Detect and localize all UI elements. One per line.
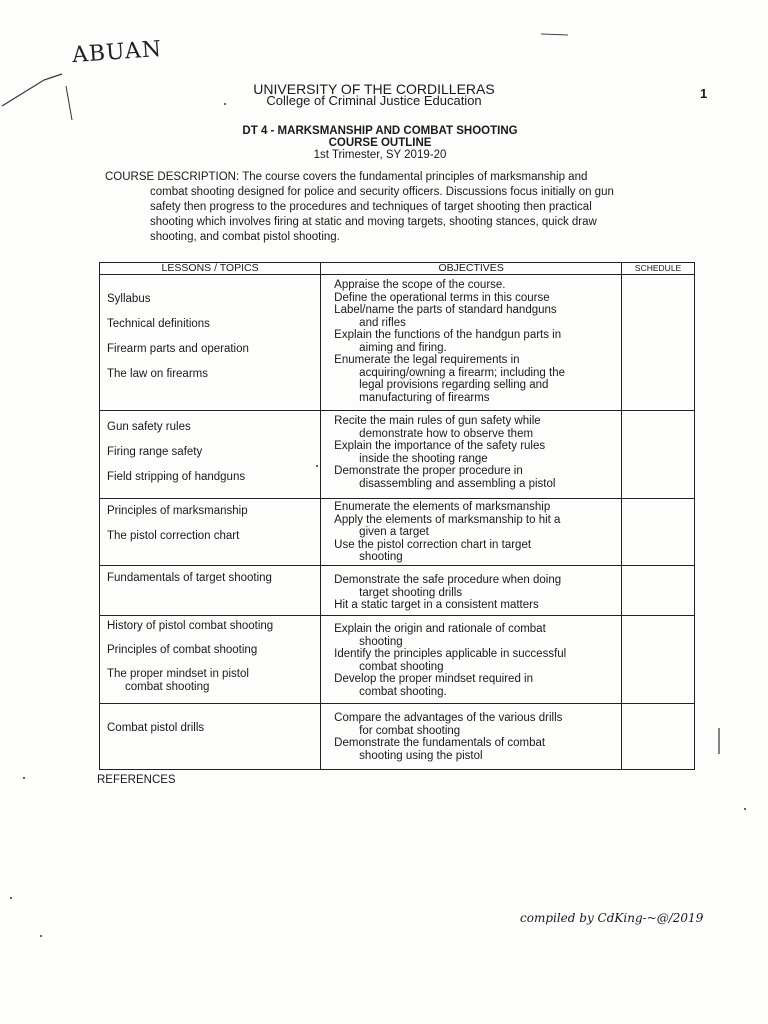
objective-text: Apply the elements of marksmanship to hit a [334,513,561,526]
schedule-cell [622,275,695,411]
objective-continuation: manufacturing of firearms [359,391,490,404]
objective-text: Explain the origin and rationale of combat [334,623,546,635]
objective-item [334,673,617,698]
lesson-topic: Field stripping of handguns [107,471,246,483]
objective-item [334,514,617,539]
lessons-header: LESSONS / TOPICS [100,263,321,275]
objective-item [334,379,617,392]
objective-continuation: aiming and firing. [359,341,447,354]
objectives-cell [321,704,622,770]
description-line: combat shooting designed for police and security officers. Discussions focus initially on gun [150,186,614,198]
lesson-topic: Combat pistol drills [107,722,205,734]
objective-item [334,292,617,305]
handwritten-name: ABUAN [71,36,163,69]
lesson-topic: The pistol correction chart [107,530,240,542]
university-name: UNIVERSITY OF THE CORDILLERAS [253,81,495,97]
objective-text: Develop the proper mindset required in [334,673,533,685]
objective-text: Enumerate the elements of marksmanship [334,501,551,513]
objective-item [334,354,617,379]
course-outline-table [99,262,695,770]
description-label: COURSE DESCRIPTION: [105,171,240,183]
description-line: shooting which involves firing at static and moving targets, shooting stances, quick draw [150,216,597,228]
objective-text: Define the operational terms in this course [334,291,550,304]
lessons-cell [100,499,321,566]
objective-item [334,329,617,354]
lesson-topic: Firearm parts and operation [107,343,249,355]
lesson-topic: Principles of marksmanship [107,505,248,517]
lesson-topic: Gun safety rules [107,421,191,433]
table-row [100,411,695,499]
objectives-cell [321,275,622,411]
lessons-cell [100,704,321,770]
table-row [100,275,695,411]
lesson-topic: Syllabus [107,293,151,305]
description-line: safety then progress to the procedures and techniques of target shooting then practical [150,201,592,213]
objective-continuation: shooting [359,551,403,563]
objective-item [334,304,617,329]
schedule-header: SCHEDULE [622,263,695,275]
schedule-cell [622,704,695,770]
college-name: College of Criminal Justice Education [266,93,482,108]
scan-dot [23,777,25,779]
objective-continuation: inside the shooting range [359,452,488,465]
top-scan-mark [540,30,570,38]
term-label: 1st Trimester, SY 2019-20 [313,149,447,161]
objective-continuation: combat shooting [359,660,444,673]
outline-heading: COURSE OUTLINE [328,137,432,149]
table-header-row [100,263,695,275]
scan-dot [744,808,746,810]
objective-item [334,279,617,292]
objective-continuation: acquiring/owning a firearm; including the [359,366,566,379]
lesson-topic: combat shooting [125,681,210,693]
objectives-cell [321,616,622,704]
objective-text: Explain the importance of the safety rules [334,440,546,452]
objective-item [334,623,617,648]
objective-item [334,440,617,465]
objective-item [334,737,617,762]
objectives-header: OBJECTIVES [321,263,622,275]
objectives-cell [321,499,622,566]
objective-continuation: combat shooting. [359,685,447,698]
description-first-line: The course covers the fundamental principles of marksmanship and [242,171,588,183]
objective-continuation: disassembling and assembling a pistol [359,477,556,490]
objective-item [334,415,617,440]
objective-text: Hit a static target in a consistent matters [334,599,539,611]
compiled-by-note: compiled by CdKing-~@/2019 [520,911,704,925]
lesson-topic: Fundamentals of target shooting [107,572,272,584]
objective-text: Appraise the scope of the course. [334,279,506,291]
objective-text: Demonstrate the fundamentals of combat [334,737,546,749]
objective-continuation: demonstrate how to observe them [359,427,534,440]
table-row [100,704,695,770]
references-heading: REFERENCES [97,774,176,786]
objective-continuation: shooting [359,635,403,648]
objective-item [334,465,617,490]
objective-continuation: legal provisions regarding selling and [359,379,549,391]
schedule-cell [622,566,695,616]
objective-text: Use the pistol correction chart in target [334,538,532,551]
objective-continuation: target shooting drills [359,586,463,599]
objective-text: Demonstrate the safe procedure when doing [334,574,562,586]
objective-text: Label/name the parts of standard handguns [334,304,557,316]
table-row [100,499,695,566]
lessons-cell [100,616,321,704]
lesson-topic: The law on firearms [107,368,208,380]
scan-dot [10,897,12,899]
scan-dot [40,935,42,937]
objective-text: Enumerate the legal requirements in [334,354,520,366]
objective-text: Identify the principles applicable in successful [334,648,567,660]
lesson-topic: Technical definitions [107,318,210,330]
objective-item [334,539,617,564]
objective-item [334,392,617,405]
objectives-cell [321,566,622,616]
objective-item [334,599,617,612]
vertical-scan-mark [716,726,722,756]
lessons-cell [100,275,321,411]
lesson-topic: Firing range safety [107,446,203,458]
page-number: 1 [700,86,708,101]
objective-item [334,712,617,737]
table-row [100,566,695,616]
objective-text: Demonstrate the proper procedure in [334,465,523,477]
objective-continuation: for combat shooting [359,724,461,737]
objective-text: Recite the main rules of gun safety while [334,415,541,427]
lessons-cell [100,566,321,616]
schedule-cell [622,616,695,704]
description-line: shooting, and combat pistol shooting. [150,231,340,243]
objectives-cell [321,411,622,499]
objective-item [334,648,617,673]
lesson-topic: The proper mindset in pistol [107,668,249,680]
objective-continuation: given a target [359,526,429,538]
lessons-cell [100,411,321,499]
objective-text: Compare the advantages of the various drills [334,712,563,724]
objective-text: Explain the functions of the handgun parts in [334,329,562,341]
lesson-topic: History of pistol combat shooting [107,620,274,632]
objective-continuation: and rifles [359,316,406,329]
course-title: DT 4 - MARKSMANSHIP AND COMBAT SHOOTING [242,125,518,137]
schedule-cell [622,411,695,499]
objective-item [334,574,617,599]
table-row [100,616,695,704]
lesson-topic: Principles of combat shooting [107,644,258,656]
objective-continuation: shooting using the pistol [359,749,483,762]
schedule-cell [622,499,695,566]
course-description [105,170,695,245]
objective-item [334,501,617,514]
